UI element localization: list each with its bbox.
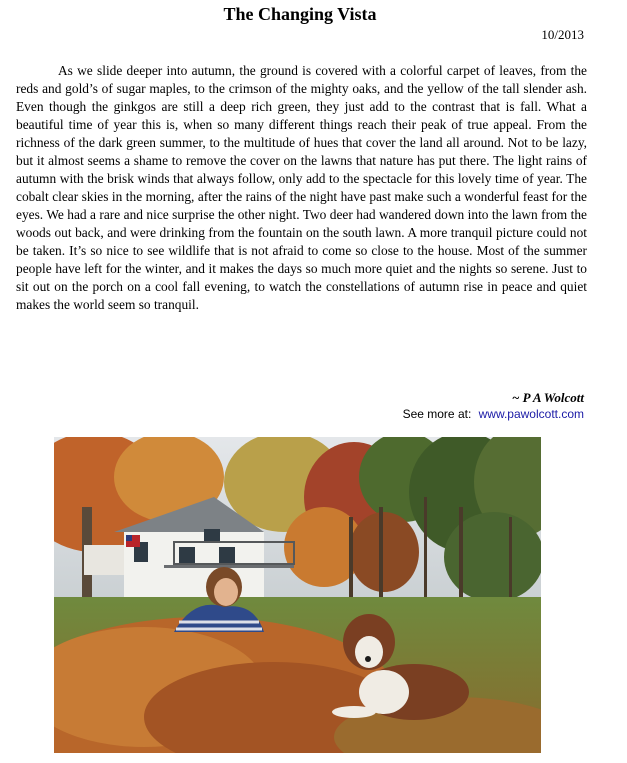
website-link[interactable]: www.pawolcott.com [478, 407, 584, 421]
author-signature: ~ P A Wolcott [511, 390, 584, 405]
article-body: As we slide deeper into autumn, the ground is covered with a colorful carpet of leaves, from the reds and gold’s of sugar maples, to the crimson of the mighty oaks, and the yellow of the tall slender ash. Even though the ginkgos are still a deep rich green, they just add to the contrast that is fall. What a beautiful time of year this is, when so many different things reach their peak of true appeal. From the richness of the dark green summer, to the multitude of hues that cover the land all around. Not to be lazy, but it almost seems a shame to remove the cover on the lawns that nature has put there. The light rains of autumn with the brisk winds that always follow, only add to the spectacle for this lovely time of year. The cobalt clear skies in the morning, after the rains of the night have past make such a wonderful feast for the eyes. We had a rare and nice surprise the other night. Two deer had wandered down into the lawn from the woods out back, and were drinking from the fountain on the south lawn. A more tranquil picture could not be taken. It’s so nice to see wildlife that is not afraid to come so close to the house. Most of the summer people have left for the winter, and it makes the days so much more quiet and the nights so serene. Just to sit out on the porch on a cool fall evening, to watch the constellations of autumn rise in peace and quiet makes the world seem so tranquil. [16, 63, 587, 312]
see-more-line [403, 407, 584, 421]
flag [126, 535, 140, 547]
see-more-label: See more at: [402, 407, 472, 421]
article-date: 10/2013 [541, 27, 584, 42]
article-title: The Changing Vista [223, 4, 377, 24]
photo-illustration [54, 437, 541, 753]
autumn-photo [54, 437, 541, 753]
